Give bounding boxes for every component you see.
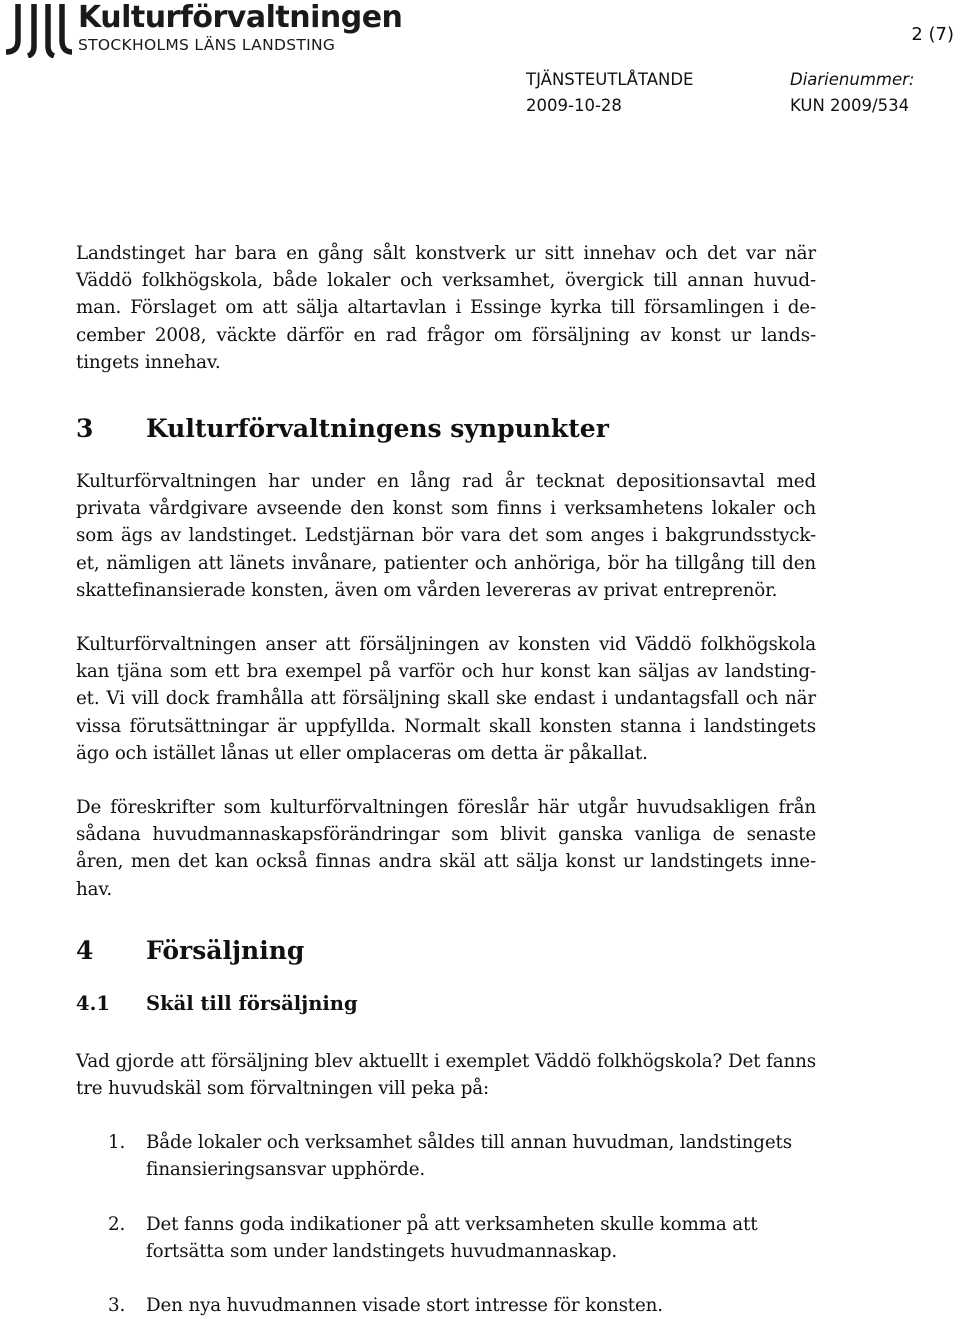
list-item-text: Den nya huvudmannen visade stort intresse för konsten. (146, 1295, 663, 1317)
document-body (76, 240, 816, 1319)
intro-paragraph: Landstinget har bara en gång sålt konstverk ur sitt innehav och det var när Väddö folkhögskola, både lokaler och verksamhet, övergick till annan huvud-man. Förslaget om att sälja altartavlan i Essinge kyrka till församlingen i de-cember 2008, väckte därför en rad frågor om försäljning av konst ur lands-tingets innehav. (76, 243, 816, 373)
document-type: TJÄNSTEUTLÅTANDE (526, 70, 694, 89)
list-item-number: 2. (108, 1213, 126, 1235)
list-item (76, 1129, 816, 1183)
org-subtitle: STOCKHOLMS LÄNS LANDSTING (78, 36, 336, 54)
list-item-text: Både lokaler och verksamhet såldes till annan huvudman, landstingets finansieringsansvar upphörde. (146, 1132, 792, 1181)
list-item-number: 3. (108, 1295, 126, 1317)
paragraph: De föreskrifter som kulturförvaltningen föreslår här utgår huvudsakligen från sådana huvudmannaskapsförändringar som blivit ganska vanliga de senaste åren, men det kan också finnas andra skäl att sälja konst ur landstingets inne-hav. (76, 797, 816, 900)
section-title: Försäljning (146, 935, 305, 965)
list-item (76, 1292, 816, 1319)
subsection-4-1-heading (76, 992, 816, 1015)
list-item-text: Det fanns goda indikationer på att verksamheten skulle komma att fortsätta som under landstingets huvudmannaskap. (146, 1213, 758, 1262)
paragraph: Kulturförvaltningen anser att försäljningen av konsten vid Väddö folkhögskola kan tjäna som ett bra exempel på varför och hur konst kan säljas av landsting-et. Vi vill dock framhålla att försäljning skall ske endast i undantagsfall och när vissa förutsättningar är uppfyllda. Normalt skall konsten stanna i landstingets ägo och istället lånas ut eller omplaceras om detta är påkallat. (76, 634, 816, 764)
section-3-heading (76, 414, 816, 443)
document-date: 2009-10-28 (526, 96, 622, 115)
logo (4, 0, 403, 58)
section-4-heading (76, 936, 816, 965)
page-number: 2 (7) (911, 24, 954, 45)
section-number: 4 (76, 935, 94, 965)
list-item (76, 1211, 816, 1265)
org-name: Kulturförvaltningen (78, 0, 403, 35)
diary-number-value: KUN 2009/534 (790, 96, 910, 115)
section-number: 3 (76, 414, 94, 444)
reasons-list (76, 1129, 816, 1319)
paragraph: Vad gjorde att försäljning blev aktuellt i exemplet Väddö folkhögskola? Det fanns tre huvudskäl som förvaltningen vill peka på: (76, 1050, 816, 1100)
list-item-number: 1. (108, 1132, 126, 1154)
section-title: Kulturförvaltningens synpunkter (146, 414, 609, 444)
diary-number-label: Diarienummer: (790, 70, 915, 89)
page-header (0, 0, 960, 120)
county-council-logo-icon (4, 2, 72, 58)
subsection-number: 4.1 (76, 991, 110, 1015)
paragraph: Kulturförvaltningen har under en lång rad år tecknat depositionsavtal med privata vårdgivare avseende den konst som finns i verksamhetens lokaler och som ägs av landstinget. Ledstjärnan bör vara det som anges i bakgrundsstyck-et, nämligen att länets invånare, patienter och anhöriga, bör ha tillgång till den skattefinansierade konsten, även om vården levereras av privat entreprenör. (76, 471, 816, 601)
subsection-title: Skäl till försäljning (146, 991, 358, 1015)
